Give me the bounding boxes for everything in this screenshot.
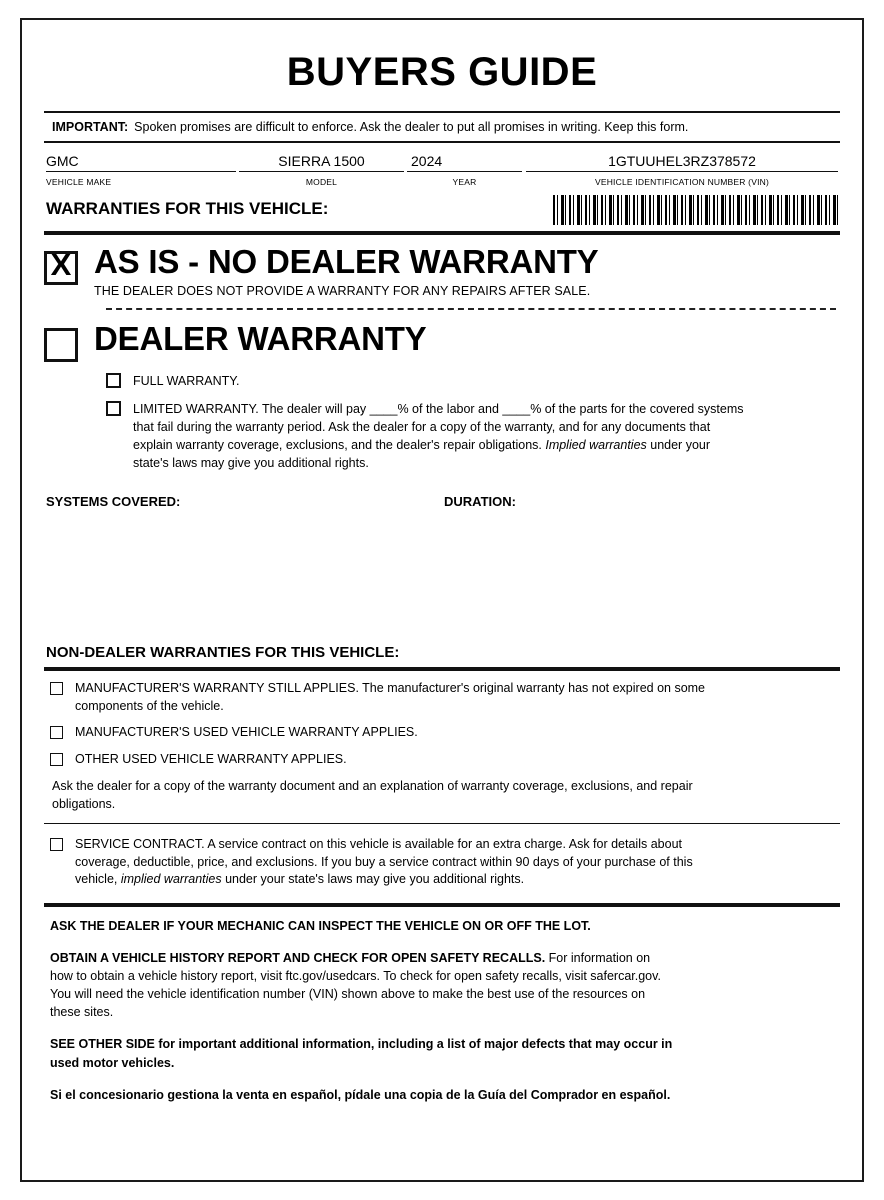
manufacturer-warranty-text (75, 680, 705, 715)
nd1-line-2: components of the vehicle. (75, 698, 224, 713)
other-used-warranty-text: OTHER USED VEHICLE WARRANTY APPLIES. (75, 751, 347, 766)
important-label: IMPORTANT: (52, 120, 129, 134)
systems-covered-blank-area (44, 514, 840, 644)
vehicle-model-value: SIERRA 1500 (239, 153, 404, 172)
vehicle-make-value: GMC (46, 153, 236, 172)
service-contract-text (75, 836, 693, 889)
limited-line-3: explain warranty coverage, exclusions, and the dealer's repair obligations. (133, 438, 546, 453)
other-side-line-1: SEE OTHER SIDE for important additional information, including a list of major defects that may occur in (50, 1037, 673, 1052)
as-is-row (44, 245, 840, 298)
as-is-checkmark: X (50, 247, 72, 282)
limited-warranty-checkbox[interactable] (106, 401, 121, 416)
sc-line-2: coverage, deductible, price, and exclusions. If you buy a service contract within 90 days of your purchase of this (75, 854, 693, 869)
as-is-section (44, 245, 840, 644)
as-is-subtitle: THE DEALER DOES NOT PROVIDE A WARRANTY FOR ANY REPAIRS AFTER SALE. (94, 283, 591, 298)
page-title: BUYERS GUIDE (286, 50, 598, 94)
sc-italic: implied warranties (120, 872, 222, 887)
sc-line-3b: under your state's laws may give you additional rights. (221, 872, 525, 887)
history-bold: OBTAIN A VEHICLE HISTORY REPORT AND CHECK FOR OPEN SAFETY RECALLS. (50, 950, 546, 965)
inspect-notice: ASK THE DEALER IF YOUR MECHANIC CAN INSPECT THE VEHICLE ON OR OFF THE LOT. (50, 918, 591, 933)
footer-section (44, 917, 840, 1104)
limited-line-2: that fail during the warranty period. Ask the dealer for a copy of the warranty, and for any documents that (133, 419, 711, 434)
note-line-2: obligations. (52, 796, 116, 811)
duration-label: DURATION: (444, 494, 516, 510)
non-dealer-heading: NON-DEALER WARRANTIES FOR THIS VEHICLE: (46, 644, 400, 662)
other-side-line-2: used motor vehicles. (50, 1055, 175, 1070)
vehicle-year-label: YEAR (452, 177, 477, 187)
warranties-heading: WARRANTIES FOR THIS VEHICLE: (46, 199, 329, 218)
dealer-warranty-title: DEALER WARRANTY (94, 319, 427, 357)
dealer-warranty-checkbox[interactable] (44, 328, 78, 362)
manufacturer-used-warranty-checkbox[interactable] (50, 726, 63, 739)
nd1-line-1: MANUFACTURER'S WARRANTY STILL APPLIES. The manufacturer's original warranty has not expired on some (75, 681, 706, 696)
vehicle-year-value: 2024 (407, 153, 522, 172)
important-text: Spoken promises are difficult to enforce. Ask the dealer to put all promises in writing. Keep this form. (134, 120, 689, 134)
spanish-notice: Si el concesionario gestiona la venta en español, pídale una copia de la Guía del Comprador en español. (50, 1087, 671, 1102)
divider-footer (44, 903, 840, 907)
limited-line-4: under your (646, 438, 711, 453)
history-line-4: these sites. (50, 1005, 114, 1020)
sc-line-3a: vehicle, (75, 872, 121, 887)
manufacturer-warranty-checkbox[interactable] (50, 682, 63, 695)
history-line-3: You will need the vehicle identification number (VIN) shown above to make the best use of the resources on (50, 987, 646, 1002)
divider-service-contract (44, 823, 840, 824)
limited-line-1: LIMITED WARRANTY. The dealer will pay ____% of the labor and ____% of the parts for the covered systems (133, 401, 744, 416)
other-side-notice (50, 1035, 840, 1071)
full-warranty-checkbox[interactable] (106, 373, 121, 388)
service-contract-checkbox[interactable] (50, 838, 63, 851)
non-dealer-item-1 (50, 680, 840, 715)
service-contract-row (50, 836, 840, 889)
dealer-warranty-row (44, 319, 840, 362)
dashed-divider (106, 308, 836, 310)
vehicle-vin-field (526, 153, 838, 190)
limited-italic: Implied warranties (545, 438, 647, 453)
full-warranty-row (106, 372, 840, 390)
history-report-notice (50, 949, 840, 1022)
as-is-title: AS IS - NO DEALER WARRANTY (94, 243, 599, 280)
history-rest: For information on (545, 950, 651, 965)
systems-covered-row (44, 494, 840, 514)
divider-non-dealer (44, 667, 840, 671)
manufacturer-used-warranty-text: MANUFACTURER'S USED VEHICLE WARRANTY APPLIES. (75, 725, 418, 740)
other-used-warranty-checkbox[interactable] (50, 753, 63, 766)
vehicle-vin-label: VEHICLE IDENTIFICATION NUMBER (VIN) (594, 177, 770, 187)
as-is-checkbox[interactable] (44, 247, 78, 285)
vehicle-info-row (44, 153, 840, 195)
history-line-2: how to obtain a vehicle history report, visit ftc.gov/usedcars. To check for open safety recalls, visit safercar.gov. (50, 969, 661, 984)
non-dealer-item-2 (50, 724, 840, 742)
systems-covered-label: SYSTEMS COVERED: (46, 494, 181, 510)
vehicle-model-field (239, 153, 404, 190)
note-line-1: Ask the dealer for a copy of the warranty document and an explanation of warranty coverage, exclusions, and repair (52, 779, 693, 794)
as-is-text-block (94, 245, 598, 298)
vehicle-make-field (46, 153, 236, 190)
limited-line-5: state's laws may give you additional rights. (133, 456, 369, 471)
warranties-header (44, 195, 840, 231)
divider-warranties (44, 231, 840, 235)
vehicle-model-label: MODEL (305, 177, 338, 187)
important-notice (44, 113, 840, 141)
non-dealer-item-3 (50, 751, 840, 769)
vehicle-year-field (407, 153, 522, 190)
sc-line-1: SERVICE CONTRACT. A service contract on this vehicle is available for an extra charge. Ask for details about (75, 837, 682, 852)
limited-warranty-row (106, 400, 840, 473)
full-warranty-label: FULL WARRANTY. (133, 373, 240, 388)
non-dealer-note (52, 778, 840, 813)
divider-important (44, 141, 840, 143)
vehicle-vin-value: 1GTUUHEL3RZ378572 (526, 153, 838, 172)
form-sheet (20, 18, 864, 1182)
limited-warranty-text (133, 400, 743, 473)
vin-barcode (553, 195, 838, 225)
vehicle-make-label: VEHICLE MAKE (46, 177, 112, 187)
